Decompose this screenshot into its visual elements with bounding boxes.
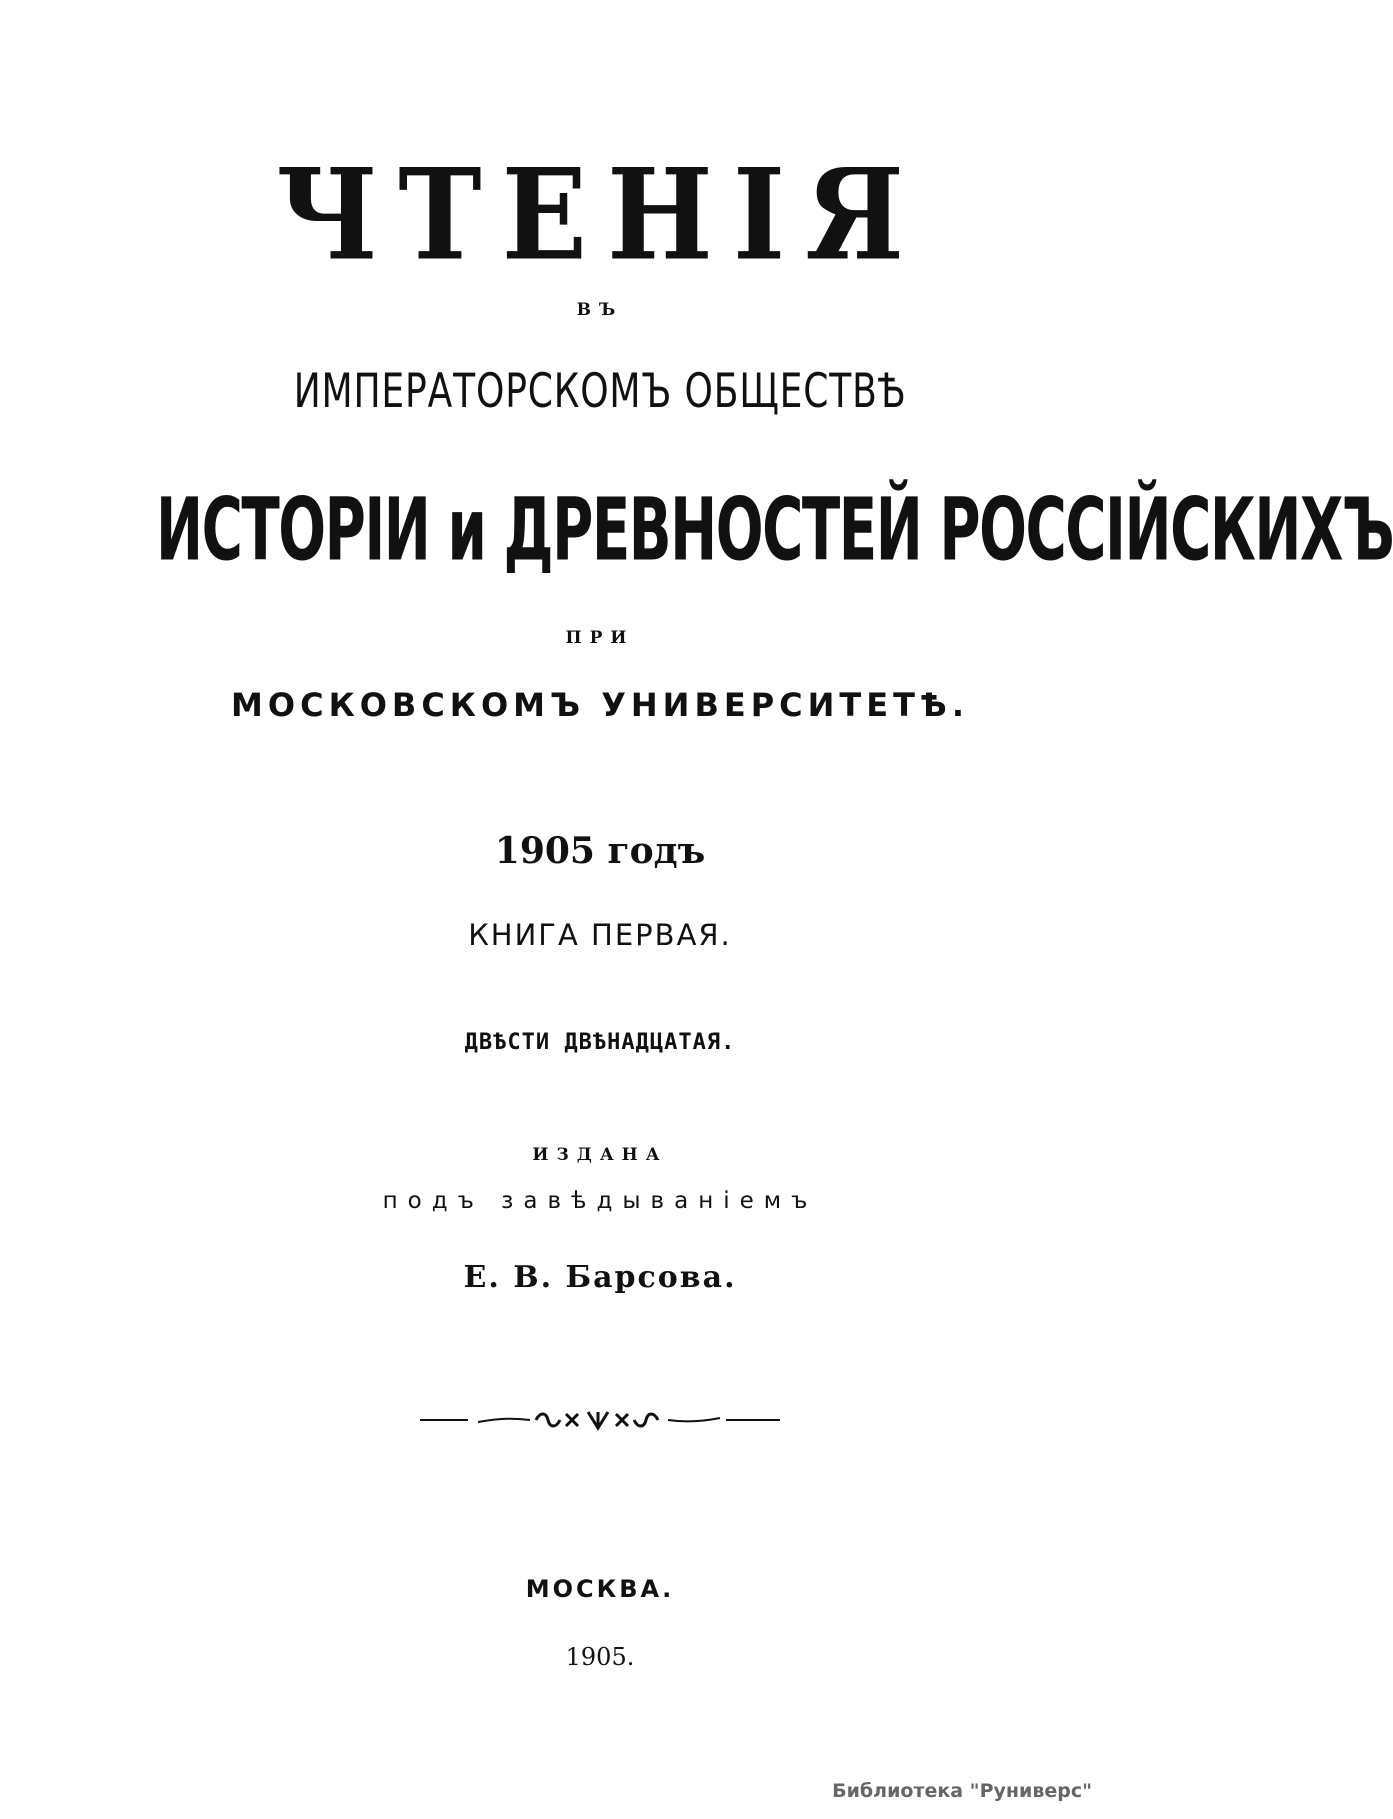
- publication-year: 1905.: [565, 1643, 635, 1671]
- university-line: МОСКОВСКОМЪ УНИВЕРСИТЕТѢ.: [231, 686, 969, 724]
- connector-in: ВЪ: [576, 300, 624, 320]
- publication-city: МОСКВА.: [525, 1575, 675, 1603]
- book-number: КНИГА ПЕРВАЯ.: [468, 918, 732, 952]
- editorship-label: подъ завѣдываніемъ: [382, 1188, 818, 1214]
- society-title-line1: ИМПЕРАТОРСКОМЪ ОБЩЕСТВѢ: [293, 363, 907, 420]
- edition-year: 1905 годъ: [494, 830, 706, 872]
- ornament-divider: [420, 1400, 780, 1440]
- main-title: ЧТЕНІЯ: [276, 142, 924, 289]
- volume-number: ДВѢСТИ ДВѢНАДЦАТАЯ.: [464, 1030, 736, 1055]
- published-label: ИЗДАНА: [532, 1145, 668, 1165]
- library-watermark: Библиотека "Руниверс": [832, 1780, 1092, 1802]
- connector-at: ПРИ: [565, 628, 635, 648]
- society-title-line2: ИСТОРІИ и ДРЕВНОСТЕЙ РОССІЙСКИХЪ: [156, 478, 1393, 581]
- editor-name: Е. В. Барсова.: [463, 1260, 737, 1295]
